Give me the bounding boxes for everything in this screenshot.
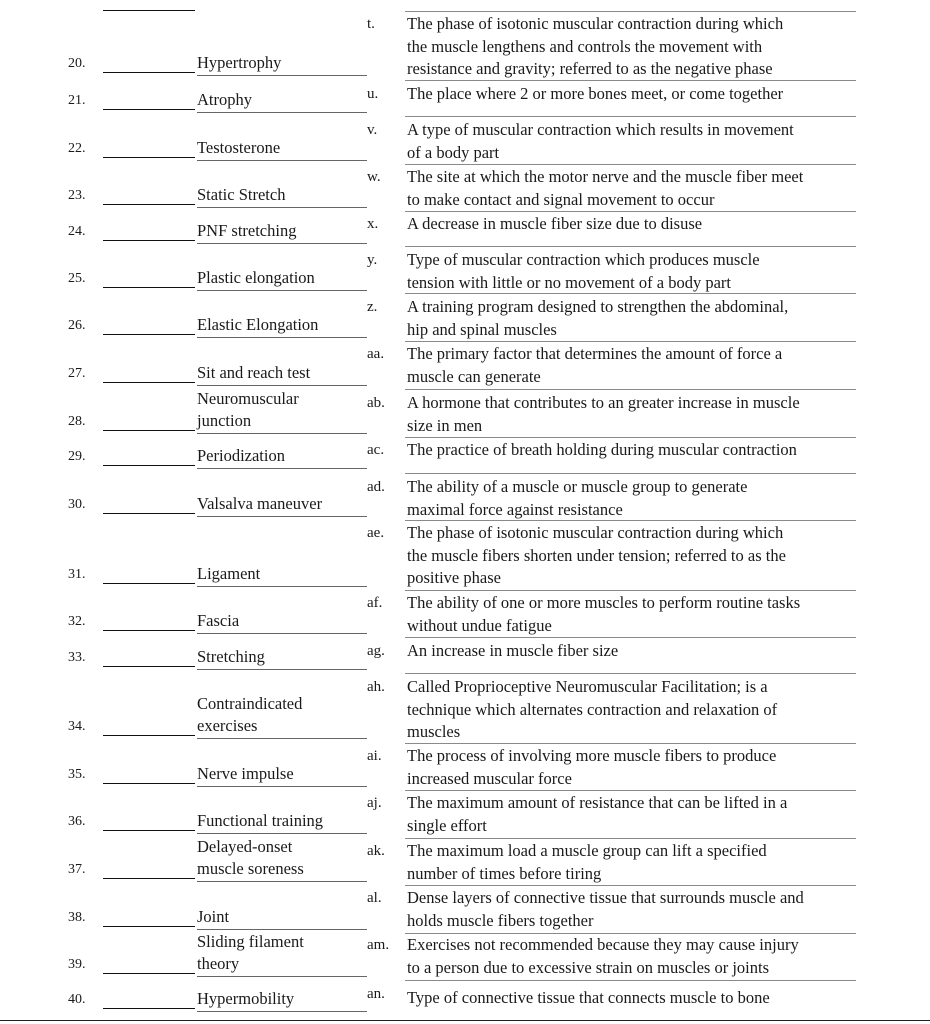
definition-divider bbox=[405, 520, 856, 521]
definition-divider bbox=[405, 341, 856, 342]
term-line: Hypertrophy bbox=[197, 53, 282, 72]
question-number: 21. bbox=[68, 93, 86, 108]
definition-text bbox=[407, 213, 862, 236]
answer-blank[interactable] bbox=[103, 630, 195, 631]
definition-letter: ak. bbox=[367, 843, 385, 859]
question-number: 29. bbox=[68, 449, 86, 464]
term-line: Valsalva maneuver bbox=[197, 494, 323, 513]
definition-letter: ab. bbox=[367, 395, 385, 411]
definition-text bbox=[407, 166, 862, 211]
definition-line: A type of muscular contraction which results in movement bbox=[407, 120, 794, 139]
definition-text bbox=[407, 13, 862, 81]
definition-line: The ability of a muscle or muscle group to generate bbox=[407, 477, 748, 496]
question-number: 22. bbox=[68, 141, 86, 156]
term-line: Periodization bbox=[197, 446, 285, 465]
question-number: 31. bbox=[68, 567, 86, 582]
answer-blank[interactable] bbox=[103, 783, 195, 784]
term bbox=[197, 267, 367, 291]
term-line: Elastic Elongation bbox=[197, 315, 319, 334]
definition-line: without undue fatigue bbox=[407, 615, 552, 635]
term bbox=[197, 810, 367, 834]
term-line: Sit and reach test bbox=[197, 363, 311, 382]
definition-letter: ac. bbox=[367, 442, 385, 458]
answer-blank[interactable] bbox=[103, 735, 195, 736]
term bbox=[197, 388, 367, 434]
definition-letter: y. bbox=[367, 252, 378, 268]
definition-line: to make contact and signal movement to occur bbox=[407, 189, 715, 209]
term-line: Joint bbox=[197, 907, 230, 926]
definition-letter: ah. bbox=[367, 679, 385, 695]
definition-divider bbox=[405, 743, 856, 744]
term bbox=[197, 52, 367, 76]
definition-line: number of times before tiring bbox=[407, 863, 602, 883]
answer-blank[interactable] bbox=[103, 583, 195, 584]
definition-line: to a person due to excessive strain on muscles or joints bbox=[407, 957, 770, 977]
definition-line: muscle can generate bbox=[407, 366, 541, 386]
question-number: 34. bbox=[68, 719, 86, 734]
definition-letter: ae. bbox=[367, 525, 385, 541]
term-line: Plastic elongation bbox=[197, 268, 315, 287]
question-number: 38. bbox=[68, 910, 86, 925]
definition-letter: aj. bbox=[367, 795, 382, 811]
question-number: 20. bbox=[68, 56, 86, 71]
definition-line: The phase of isotonic muscular contraction during which bbox=[407, 14, 784, 33]
question-number: 30. bbox=[68, 497, 86, 512]
definition-letter: am. bbox=[367, 937, 390, 953]
definition-line: The maximum load a muscle group can lift a specified bbox=[407, 841, 767, 860]
term-line: Ligament bbox=[197, 564, 261, 583]
answer-blank[interactable] bbox=[103, 666, 195, 667]
definition-line: The maximum amount of resistance that can be lifted in a bbox=[407, 793, 788, 812]
definition-line: Type of connective tissue that connects muscle to bone bbox=[407, 988, 770, 1007]
definition-line: increased muscular force bbox=[407, 768, 572, 788]
page-bottom-rule bbox=[0, 1020, 930, 1021]
definition-line: The phase of isotonic muscular contraction during which bbox=[407, 523, 784, 542]
definition-divider bbox=[405, 389, 856, 390]
definition-line: The site at which the motor nerve and the muscle fiber meet bbox=[407, 167, 804, 186]
definition-line: hip and spinal muscles bbox=[407, 319, 557, 339]
definition-text bbox=[407, 249, 862, 294]
definition-line: the muscle fibers shorten under tension; referred to as the bbox=[407, 545, 786, 565]
definition-text bbox=[407, 439, 862, 462]
definition-text bbox=[407, 296, 862, 341]
definition-line: Called Proprioceptive Neuromuscular Facilitation; is a bbox=[407, 677, 768, 696]
definition-letter: w. bbox=[367, 169, 381, 185]
definition-line: positive phase bbox=[407, 568, 501, 587]
question-number: 28. bbox=[68, 414, 86, 429]
term-line: Sliding filament bbox=[197, 932, 304, 951]
question-number: 40. bbox=[68, 992, 86, 1007]
definition-divider bbox=[405, 590, 856, 591]
term bbox=[197, 693, 367, 739]
question-number: 35. bbox=[68, 767, 86, 782]
term bbox=[197, 493, 367, 517]
definition-letter: t. bbox=[367, 16, 375, 32]
definition-divider bbox=[405, 437, 856, 438]
definition-text bbox=[407, 840, 862, 885]
term bbox=[197, 563, 367, 587]
definition-divider bbox=[405, 637, 856, 638]
answer-blank[interactable] bbox=[103, 830, 195, 831]
term bbox=[197, 184, 367, 208]
definition-letter: v. bbox=[367, 122, 378, 138]
definition-text bbox=[407, 987, 862, 1010]
definition-divider bbox=[405, 838, 856, 839]
definition-divider bbox=[405, 293, 856, 294]
definition-divider bbox=[405, 211, 856, 212]
definition-text bbox=[407, 745, 862, 790]
term bbox=[197, 220, 367, 244]
term bbox=[197, 137, 367, 161]
definition-text bbox=[407, 392, 862, 437]
definition-divider bbox=[405, 11, 856, 12]
definition-text bbox=[407, 676, 862, 744]
definition-divider bbox=[405, 473, 856, 474]
answer-blank[interactable] bbox=[103, 157, 195, 158]
term bbox=[197, 445, 367, 469]
answer-blank[interactable] bbox=[103, 287, 195, 288]
definition-line: The primary factor that determines the amount of force a bbox=[407, 344, 783, 363]
term bbox=[197, 988, 367, 1012]
definition-line: resistance and gravity; referred to as the negative phase bbox=[407, 59, 773, 78]
question-number: 36. bbox=[68, 814, 86, 829]
definition-letter: ad. bbox=[367, 479, 385, 495]
definition-text bbox=[407, 343, 862, 388]
term bbox=[197, 836, 367, 882]
definition-letter: af. bbox=[367, 595, 383, 611]
definition-letter: an. bbox=[367, 986, 385, 1002]
question-number: 39. bbox=[68, 957, 86, 972]
answer-blank[interactable] bbox=[103, 465, 195, 466]
definition-text bbox=[407, 934, 862, 979]
answer-blank[interactable] bbox=[103, 334, 195, 335]
definition-text bbox=[407, 83, 862, 106]
question-number: 37. bbox=[68, 862, 86, 877]
definition-line: An increase in muscle fiber size bbox=[407, 641, 619, 660]
definition-line: single effort bbox=[407, 815, 487, 835]
definition-line: muscles bbox=[407, 722, 461, 741]
definition-line: The ability of one or more muscles to perform routine tasks bbox=[407, 593, 801, 612]
answer-blank[interactable] bbox=[103, 72, 195, 73]
term-line: Contraindicated bbox=[197, 694, 303, 713]
term-line: junction bbox=[197, 411, 252, 430]
answer-blank[interactable] bbox=[103, 1008, 195, 1009]
term-line: muscle soreness bbox=[197, 859, 304, 878]
definition-line: the muscle lengthens and controls the movement with bbox=[407, 36, 763, 56]
answer-blank[interactable] bbox=[103, 430, 195, 431]
term bbox=[197, 362, 367, 386]
definition-text bbox=[407, 640, 862, 663]
definition-line: maximal force against resistance bbox=[407, 499, 623, 519]
definition-divider bbox=[405, 790, 856, 791]
term-line: Delayed-onset bbox=[197, 837, 293, 856]
definition-letter: ag. bbox=[367, 643, 385, 659]
definition-line: The place where 2 or more bones meet, or come together bbox=[407, 84, 784, 103]
answer-blank[interactable] bbox=[103, 878, 195, 879]
definition-divider bbox=[405, 885, 856, 886]
question-number: 27. bbox=[68, 366, 86, 381]
definition-letter: u. bbox=[367, 86, 379, 102]
answer-blank[interactable] bbox=[103, 109, 195, 110]
term bbox=[197, 931, 367, 977]
answer-blank[interactable] bbox=[103, 513, 195, 514]
definition-letter: aa. bbox=[367, 346, 385, 362]
term-line: Fascia bbox=[197, 611, 240, 630]
term bbox=[197, 314, 367, 338]
question-number: 24. bbox=[68, 224, 86, 239]
definition-text bbox=[407, 887, 862, 932]
definition-divider bbox=[405, 116, 856, 117]
definition-text bbox=[407, 592, 862, 637]
term-line: Stretching bbox=[197, 647, 265, 666]
term bbox=[197, 89, 367, 113]
definition-line: The practice of breath holding during muscular contraction bbox=[407, 440, 797, 459]
definition-divider bbox=[405, 673, 856, 674]
definition-line: size in men bbox=[407, 415, 483, 435]
definition-text bbox=[407, 792, 862, 837]
term-line: exercises bbox=[197, 716, 258, 735]
definition-line: Exercises not recommended because they may cause injury bbox=[407, 935, 799, 954]
definition-line: of a body part bbox=[407, 142, 500, 162]
definition-line: A hormone that contributes to an greater increase in muscle bbox=[407, 393, 800, 412]
definition-divider bbox=[405, 164, 856, 165]
question-number: 26. bbox=[68, 318, 86, 333]
definition-divider bbox=[405, 246, 856, 247]
answer-blank[interactable] bbox=[103, 382, 195, 383]
definition-divider bbox=[405, 80, 856, 81]
definition-divider bbox=[405, 980, 856, 981]
definition-text bbox=[407, 476, 862, 521]
question-number: 25. bbox=[68, 271, 86, 286]
definition-letter: z. bbox=[367, 299, 378, 315]
term-line: Functional training bbox=[197, 811, 324, 830]
term-line: Neuromuscular bbox=[197, 389, 299, 408]
definition-text bbox=[407, 119, 862, 164]
term bbox=[197, 906, 367, 930]
definition-text bbox=[407, 522, 862, 590]
question-number: 33. bbox=[68, 650, 86, 665]
answer-blank[interactable] bbox=[103, 204, 195, 205]
definition-line: holds muscle fibers together bbox=[407, 910, 594, 930]
term bbox=[197, 610, 367, 634]
answer-blank[interactable] bbox=[103, 240, 195, 241]
definition-letter: al. bbox=[367, 890, 382, 906]
term-line: Atrophy bbox=[197, 90, 252, 109]
definition-line: tension with little or no movement of a body part bbox=[407, 272, 731, 292]
term bbox=[197, 763, 367, 787]
question-number: 23. bbox=[68, 188, 86, 203]
term-line: PNF stretching bbox=[197, 221, 297, 240]
question-number: 32. bbox=[68, 614, 86, 629]
term bbox=[197, 646, 367, 670]
answer-blank[interactable] bbox=[103, 926, 195, 927]
term-line: Hypermobility bbox=[197, 989, 295, 1008]
term-line: Nerve impulse bbox=[197, 764, 294, 783]
definition-line: Type of muscular contraction which produces muscle bbox=[407, 250, 760, 269]
definition-line: Dense layers of connective tissue that surrounds muscle and bbox=[407, 888, 804, 907]
definition-line: A decrease in muscle fiber size due to disuse bbox=[407, 214, 703, 233]
definition-letter: ai. bbox=[367, 748, 382, 764]
term-line: Testosterone bbox=[197, 138, 281, 157]
definition-line: A training program designed to strengthen the abdominal, bbox=[407, 297, 789, 316]
definition-line: The process of involving more muscle fibers to produce bbox=[407, 746, 777, 765]
answer-blank-top[interactable] bbox=[103, 0, 195, 11]
definition-line: technique which alternates contraction and relaxation of bbox=[407, 699, 778, 719]
term-line: Static Stretch bbox=[197, 185, 286, 204]
definition-letter: x. bbox=[367, 216, 379, 232]
answer-blank[interactable] bbox=[103, 973, 195, 974]
term-line: theory bbox=[197, 954, 240, 973]
